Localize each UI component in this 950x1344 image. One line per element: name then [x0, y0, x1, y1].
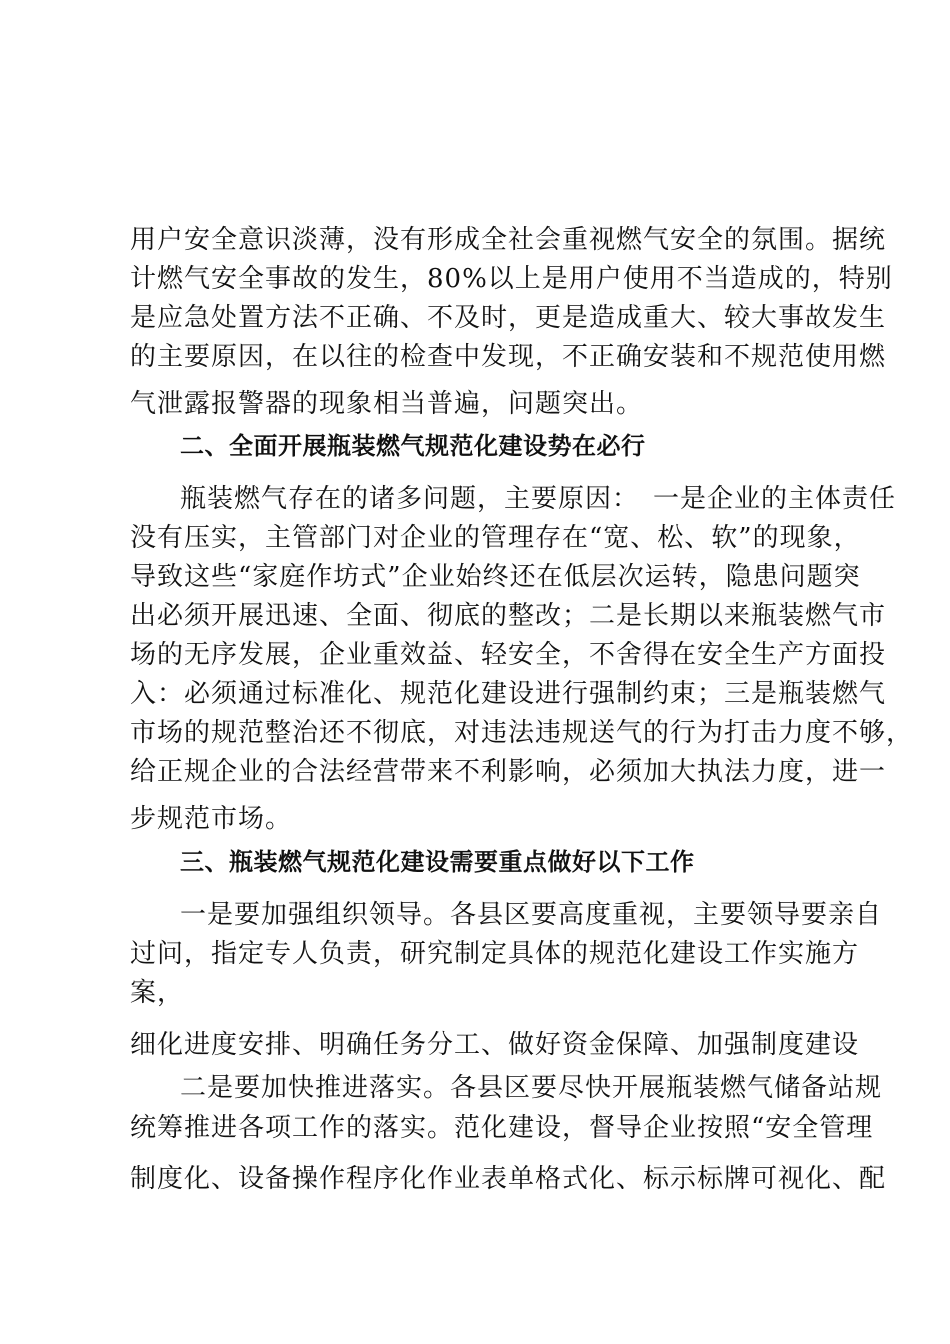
body-text-line: 步规范市场。: [130, 804, 293, 834]
body-text-line: 场的无序发展，企业重效益、轻安全，不舍得在安全生产方面投: [130, 640, 887, 670]
body-text-line: 案，: [130, 978, 185, 1008]
body-text-line: 过问，指定专人负责，研究制定具体的规范化建设工作实施方: [130, 939, 860, 969]
body-text-line: 用户安全意识淡薄，没有形成全社会重视燃气安全的氛围。据统: [130, 225, 887, 255]
body-text-line: 统筹推进各项工作的落实。范化建设，督导企业按照“安全管理: [130, 1113, 874, 1143]
section-heading-3: 三、瓶装燃气规范化建设需要重点做好以下工作: [180, 848, 695, 876]
body-text-line: 气泄露报警器的现象相当普遍，问题突出。: [130, 389, 644, 419]
paragraph-first-line: 一是要加强组织领导。各县区要高度重视，主要领导要亲自: [180, 900, 883, 930]
body-text-line: 给正规企业的合法经营带来不利影响，必须加大执法力度，进一: [130, 757, 887, 787]
paragraph-first-line: 瓶装燃气存在的诸多问题，主要原因： 一是企业的主体责任: [180, 484, 897, 514]
section-heading-2: 二、全面开展瓶装燃气规范化建设势在必行: [180, 432, 646, 460]
body-text-line: 细化进度安排、明确任务分工、做好资金保障、加强制度建设: [130, 1030, 860, 1060]
body-text-line: 制度化、设备操作程序化作业表单格式化、标示标牌可视化、配: [130, 1164, 887, 1194]
body-text-line: 入：必须通过标准化、规范化建设进行强制约束；三是瓶装燃气: [130, 679, 887, 709]
body-text-line: 是应急处置方法不正确、不及时，更是造成重大、较大事故发生: [130, 303, 887, 333]
body-text-line: 计燃气安全事故的发生，80%以上是用户使用不当造成的，特别: [130, 264, 893, 294]
body-text-line: 导致这些“家庭作坊式”企业始终还在低层次运转，隐患问题突: [130, 562, 861, 592]
body-text-line: 市场的规范整治还不彻底，对违法违规送气的行为打击力度不够，: [130, 718, 914, 748]
body-text-line: 没有压实，主管部门对企业的管理存在“宽、松、软”的现象，: [130, 523, 861, 553]
paragraph-first-line: 二是要加快推进落实。各县区要尽快开展瓶装燃气储备站规: [180, 1073, 883, 1103]
body-text-line: 出必须开展迅速、全面、彻底的整改；二是长期以来瓶装燃气市: [130, 601, 887, 631]
body-text-line: 的主要原因，在以往的检查中发现，不正确安装和不规范使用燃: [130, 342, 887, 372]
